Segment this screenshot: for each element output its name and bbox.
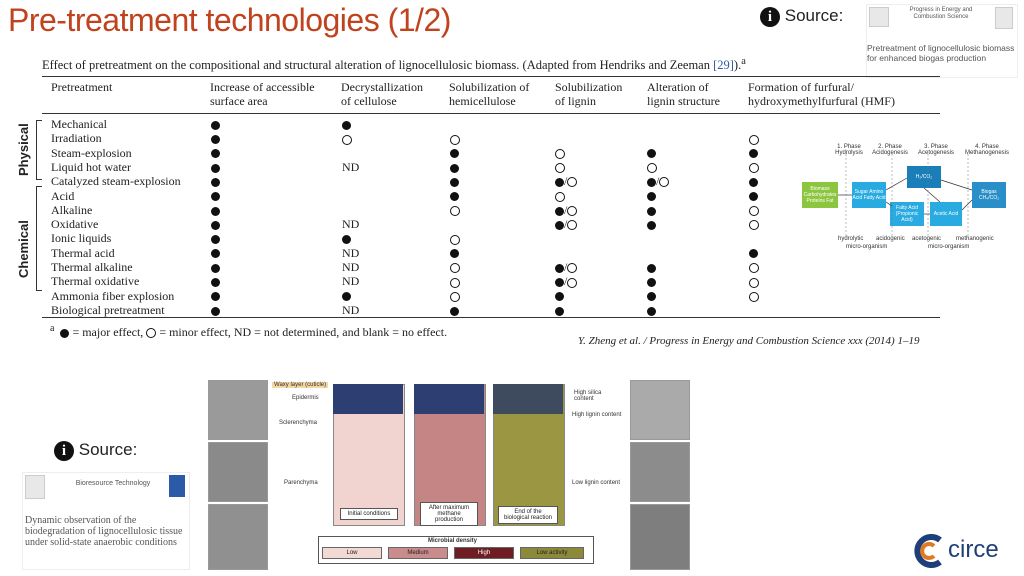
cell-effect <box>450 246 459 260</box>
cell-effect <box>749 189 758 203</box>
cell-effect <box>555 146 565 160</box>
major-effect-icon <box>647 292 656 301</box>
legend-low: Low <box>322 547 382 559</box>
label-acetogenic: acetogenic <box>912 236 942 242</box>
physical-bracket <box>36 120 42 180</box>
major-effect-icon <box>211 292 220 301</box>
cell-effect <box>211 146 220 160</box>
minor-effect-icon <box>450 263 460 273</box>
cell-effect <box>450 203 460 217</box>
major-effect-icon <box>555 278 564 287</box>
cell-effect <box>647 274 656 288</box>
major-effect-icon <box>342 235 351 244</box>
major-effect-icon <box>555 221 564 230</box>
header-line-1: Solubilization of <box>449 80 530 94</box>
cell-effect <box>749 131 759 145</box>
header-line-2: hydroxymethylfurfural (HMF) <box>748 94 895 108</box>
header-line-1: Solubilization <box>555 80 623 94</box>
phase-1: 1. Phase Hydrolysis <box>835 144 863 156</box>
minor-effect-icon <box>749 278 759 288</box>
micrograph-left-3 <box>208 504 268 570</box>
cell-effect <box>555 289 564 303</box>
label-methanogenic: methanogenic <box>956 236 994 242</box>
table-top-rule <box>42 76 940 77</box>
major-effect-icon <box>647 278 656 287</box>
cell-effect <box>749 160 759 174</box>
major-effect-icon <box>211 192 220 201</box>
table-header-5 <box>647 80 720 108</box>
header-line-2: of lignin <box>555 94 596 108</box>
minor-effect-icon <box>450 278 460 288</box>
cell-effect <box>647 289 656 303</box>
header-line-1: Alteration of <box>647 80 709 94</box>
elsevier-logo <box>869 7 889 27</box>
paper2-title: Dynamic observation of the biodegradation of lignocellulosic tissue under solid-state anaerobic conditions <box>25 515 183 548</box>
minor-effect-icon <box>342 135 352 145</box>
cell-effect <box>647 146 656 160</box>
minor-effect-icon <box>450 206 460 216</box>
major-effect-icon <box>749 249 758 258</box>
major-effect-icon <box>211 164 220 173</box>
table-header-6 <box>748 80 895 108</box>
info-icon-2: i <box>54 441 74 461</box>
table-header-4 <box>555 80 622 108</box>
table-bottom-rule <box>42 317 940 318</box>
legend-low-activity: Low activity <box>520 547 584 559</box>
cell-effect <box>450 303 459 317</box>
minor-effect-icon <box>647 163 657 173</box>
phase-2: 2. Phase Acidogenesis <box>872 144 908 156</box>
box-sugar: Sugar Amino Acid Fatty Acid <box>852 182 886 208</box>
table-row-label: Thermal oxidative <box>51 274 140 289</box>
minor-effect-icon <box>450 135 460 145</box>
tissue-top-bands <box>333 384 565 416</box>
cell-effect <box>647 160 657 174</box>
cell-effect <box>647 260 656 274</box>
layer-waxy: Waxy layer (cuticle) <box>274 382 327 388</box>
minor-effect-icon <box>567 220 577 230</box>
layer-epidermis: Epidermis <box>292 395 319 401</box>
cell-effect <box>211 160 220 174</box>
cell-effect <box>749 174 758 188</box>
cell-effect <box>450 231 460 245</box>
footnote-minor: = minor effect, ND = not determined, and blank = no effect. <box>159 325 448 339</box>
minor-effect-icon <box>555 163 565 173</box>
table-row-label: Thermal acid <box>51 245 115 260</box>
chemical-bracket <box>36 186 42 291</box>
cell-effect <box>342 117 351 131</box>
table-row-label: Oxidative <box>51 217 99 232</box>
major-effect-icon <box>211 149 220 158</box>
legend-high: High <box>454 547 514 559</box>
minor-effect-icon <box>749 163 759 173</box>
group-chemical: Chemical <box>16 220 31 278</box>
cell-not-determined: ND <box>342 217 360 232</box>
major-effect-icon <box>749 192 758 201</box>
circe-logo <box>912 534 1018 568</box>
cell-effect <box>647 217 656 231</box>
panel-label-max: After maximum methane production <box>420 502 478 526</box>
major-effect-icon <box>211 307 220 316</box>
cell-not-determined: ND <box>342 260 360 274</box>
cell-effect <box>211 303 220 317</box>
header-line-2: hemicellulose <box>449 94 516 108</box>
minor-effect-icon <box>555 149 565 159</box>
source-top <box>760 6 843 27</box>
major-effect-icon <box>211 221 220 230</box>
cell-effect <box>450 274 460 288</box>
table-row-label: Ionic liquids <box>51 231 112 246</box>
cell-effect: / <box>555 217 577 231</box>
minor-effect-icon <box>450 292 460 302</box>
cell-effect <box>450 160 459 174</box>
cell-effect <box>450 174 459 188</box>
cell-effect <box>749 289 759 303</box>
cell-effect: / <box>555 174 577 188</box>
major-effect-icon <box>342 292 351 301</box>
paper1-title: Pretreatment of lignocellulosic biomass for enhanced biogas production <box>867 43 1015 63</box>
major-effect-icon <box>211 278 220 287</box>
micrograph-left-1 <box>208 380 268 440</box>
cell-effect <box>555 303 564 317</box>
minor-effect-icon <box>450 235 460 245</box>
cell-effect <box>450 189 459 203</box>
cell-effect <box>749 217 759 231</box>
box-fatty-acid: Fatty Acid (Propionic Acid) <box>890 202 924 226</box>
major-effect-icon <box>211 235 220 244</box>
cell-effect <box>749 203 759 217</box>
footnote-sup: a <box>50 323 55 334</box>
box-acetic-acid: Acetic Acid <box>930 202 962 226</box>
cell-effect: / <box>555 274 577 288</box>
panel-label-end: End of the biological reaction <box>498 506 558 524</box>
cell-effect <box>647 189 656 203</box>
table-row-label: Irradiation <box>51 131 102 146</box>
header-line-2: surface area <box>210 94 268 108</box>
layer-sclerenchyma: Sclerenchyma <box>279 420 318 426</box>
table-row-label: Acid <box>51 188 75 203</box>
minor-effect-icon <box>659 177 669 187</box>
major-effect-icon <box>450 249 459 258</box>
micrograph-left-2 <box>208 442 268 502</box>
cell-effect <box>211 246 220 260</box>
table-citation: Y. Zheng et al. / Progress in Energy and Combustion Science xxx (2014) 1–19 <box>578 335 920 347</box>
cell-effect <box>211 131 220 145</box>
cell-effect <box>211 231 220 245</box>
label-acidogenic: acidogenic <box>876 236 905 242</box>
major-effect-icon <box>647 307 656 316</box>
cell-effect <box>450 289 460 303</box>
major-effect-icon <box>647 221 656 230</box>
label-hydrolytic: hydrolytic <box>838 236 864 242</box>
header-line-2: of cellulose <box>341 94 397 108</box>
header-line-1: Formation of furfural/ <box>748 80 854 94</box>
cell-effect <box>555 160 565 174</box>
micrograph-right-3 <box>630 504 690 570</box>
minor-effect-icon <box>567 177 577 187</box>
major-effect-icon <box>555 264 564 273</box>
table-header-rule <box>42 113 940 114</box>
paper1-journal: Progress in Energy and Combustion Science <box>909 7 973 20</box>
cell-not-determined: ND <box>342 245 360 260</box>
table-row-label: Thermal alkaline <box>51 260 133 274</box>
circe-logo-mark <box>912 534 946 568</box>
cell-effect <box>211 217 220 231</box>
minor-effect-icon <box>749 220 759 230</box>
cell-effect: / <box>647 174 669 188</box>
cell-effect <box>647 303 656 317</box>
source-label: Source: <box>784 6 844 25</box>
major-effect-icon <box>211 135 220 144</box>
box-biomass: Biomass Carbohydrates Proteins Fat <box>802 182 838 208</box>
cell-effect <box>450 260 460 274</box>
major-effect-icon <box>555 207 564 216</box>
header-line-2: lignin structure <box>647 94 720 108</box>
box-h2co2: H₂/CO₂ <box>907 166 941 188</box>
journal-cover-2 <box>169 475 185 497</box>
major-effect-icon <box>647 192 656 201</box>
major-effect-icon <box>555 292 564 301</box>
note-low-lignin: Low lignin content <box>572 480 621 486</box>
major-effect-icon <box>450 192 459 201</box>
paper2-journal: Bioresource Technology <box>75 480 151 487</box>
header-line-1: Decrystallization <box>341 80 423 94</box>
table-caption <box>42 56 746 73</box>
cell-effect <box>749 260 759 274</box>
group-physical: Physical <box>16 123 31 176</box>
source-bottom <box>54 440 137 461</box>
table-header-3 <box>449 80 529 108</box>
major-effect-icon <box>211 249 220 258</box>
legend-medium: Medium <box>388 547 448 559</box>
header-line-1: Pretreatment <box>51 80 113 94</box>
minor-effect-icon <box>555 192 565 202</box>
cell-effect <box>211 117 220 131</box>
source-label-2: Source: <box>78 440 138 459</box>
journal-cover-1 <box>995 7 1013 29</box>
micrograph-right-1 <box>630 380 690 440</box>
minor-effect-icon <box>749 292 759 302</box>
minor-effect-icon <box>146 328 156 338</box>
cell-effect <box>749 146 758 160</box>
table-header-2 <box>341 80 423 108</box>
legend-title: Microbial density <box>428 538 478 544</box>
caption-ref[interactable]: [29] <box>713 58 734 73</box>
cell-effect <box>211 289 220 303</box>
major-effect-icon <box>555 178 564 187</box>
paper-thumbnail-1[interactable] <box>866 4 1018 78</box>
major-effect-icon <box>555 307 564 316</box>
cell-effect <box>342 231 351 245</box>
caption-text: Effect of pretreatment on the compositional and structural alteration of lignocellulosic biomass. (Adapted from Hendriks and Zeeman <box>42 58 714 73</box>
table-header-1 <box>210 80 315 108</box>
major-effect-icon <box>647 207 656 216</box>
cell-effect <box>211 174 220 188</box>
minor-effect-icon <box>567 263 577 273</box>
table-row-label: Steam-explosion <box>51 145 132 160</box>
cell-effect <box>647 203 656 217</box>
phase-4: 4. Phase Methanogenesis <box>964 144 1010 156</box>
major-effect-icon <box>450 307 459 316</box>
cell-effect <box>450 146 459 160</box>
major-effect-icon <box>647 178 656 187</box>
cell-effect <box>211 203 220 217</box>
major-effect-icon <box>211 178 220 187</box>
header-line-1: Increase of accessible <box>210 80 315 94</box>
cell-effect <box>342 131 352 145</box>
paper-thumbnail-2[interactable] <box>22 472 190 570</box>
digestion-diagram <box>800 140 1020 255</box>
major-effect-icon <box>749 149 758 158</box>
table-row-label: Catalyzed steam-explosion <box>51 174 181 189</box>
cell-effect <box>749 246 758 260</box>
circe-logo-text: circe <box>948 536 999 563</box>
phase-3: 3. Phase Acetogenesis <box>917 144 955 156</box>
table-row-label: Liquid hot water <box>51 159 131 174</box>
major-effect-icon <box>211 264 220 273</box>
minor-effect-icon <box>567 206 577 216</box>
major-effect-icon <box>211 121 220 130</box>
cell-not-determined: ND <box>342 274 360 289</box>
major-effect-icon <box>450 164 459 173</box>
cell-effect <box>211 189 220 203</box>
note-high-lignin: High lignin content <box>572 412 622 418</box>
caption-sup: a <box>741 56 746 67</box>
cell-not-determined: ND <box>342 159 360 174</box>
cell-effect <box>450 131 460 145</box>
major-effect-icon <box>647 264 656 273</box>
footnote-major: = major effect, <box>72 325 144 339</box>
cell-effect <box>211 274 220 288</box>
table-row-label: Mechanical <box>51 117 107 131</box>
minor-effect-icon <box>749 263 759 273</box>
cell-not-determined: ND <box>342 302 360 317</box>
note-silica: High silica content <box>574 390 602 402</box>
slide-title: Pre-treatment technologies (1/2) <box>8 2 451 38</box>
table-row-label: Ammonia fiber explosion <box>51 288 175 303</box>
table-row-label: Alkaline <box>51 202 93 217</box>
box-biogas: Biogas CH₄/CO₂ <box>972 182 1006 208</box>
major-effect-icon <box>342 121 351 130</box>
major-effect-icon <box>211 207 220 216</box>
info-icon: i <box>760 7 780 27</box>
major-effect-icon <box>450 178 459 187</box>
label-microorganism-1: micro-organism <box>846 244 888 250</box>
minor-effect-icon <box>749 206 759 216</box>
cell-effect: / <box>555 260 577 274</box>
caption-tail: ). <box>733 58 742 73</box>
layer-parenchyma: Parenchyma <box>284 480 318 486</box>
micrograph-right-2 <box>630 442 690 502</box>
cell-effect <box>211 260 220 274</box>
major-effect-icon <box>60 329 69 338</box>
elsevier-logo-2 <box>25 475 45 499</box>
cell-effect <box>555 189 565 203</box>
major-effect-icon <box>647 149 656 158</box>
panel-label-initial: Initial conditions <box>340 508 398 520</box>
table-header-0 <box>51 80 112 94</box>
cell-effect <box>342 289 351 303</box>
major-effect-icon <box>749 178 758 187</box>
label-microorganism-2: micro-organism <box>928 244 970 250</box>
table-row-label: Biological pretreatment <box>51 302 165 317</box>
major-effect-icon <box>450 149 459 158</box>
cell-effect <box>749 274 759 288</box>
minor-effect-icon <box>567 278 577 288</box>
table-footnote <box>50 323 447 340</box>
cell-effect: / <box>555 203 577 217</box>
minor-effect-icon <box>749 135 759 145</box>
